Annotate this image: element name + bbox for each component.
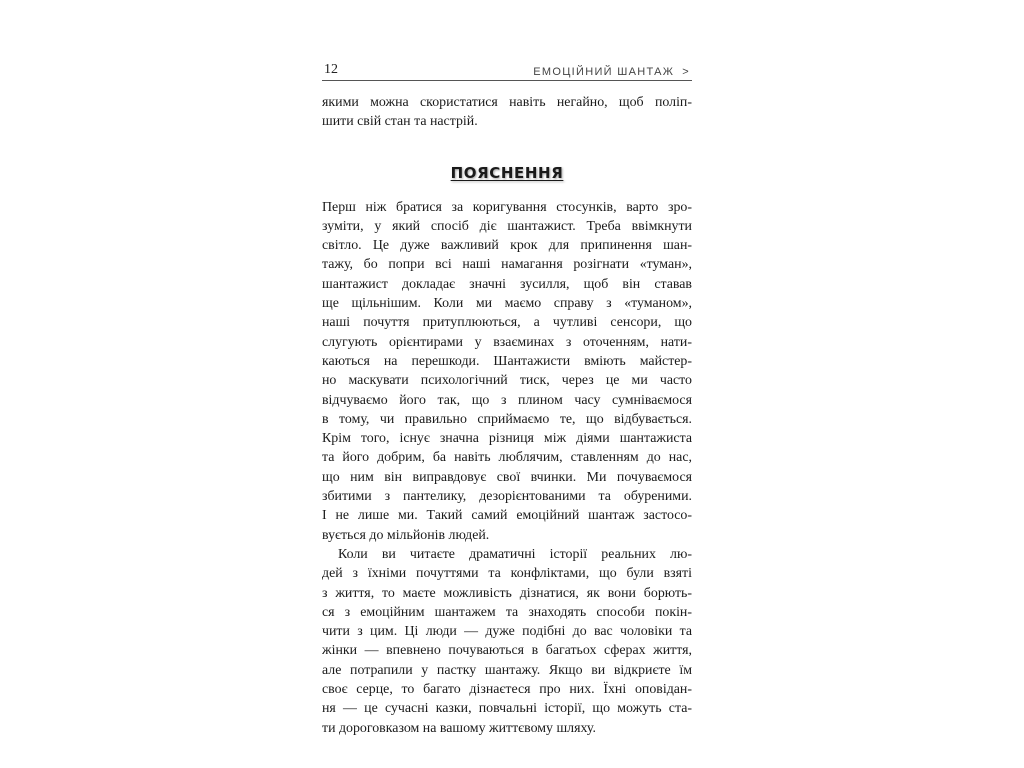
running-header (322, 56, 692, 81)
intro-paragraph (322, 93, 692, 132)
page-number: 12 (324, 62, 338, 77)
text-line: наші почуття притуплюються, а чутливі сенсори, що (322, 315, 692, 331)
running-title (533, 66, 692, 78)
text-line: шити свій стан та настрій. (322, 114, 478, 130)
text-line: збитими з пантелику, дезорієнтованими та обуреними. (322, 489, 692, 505)
text-line: що ним він виправдовує свої вчинки. Ми почуваємося (322, 469, 692, 485)
text-line: тажу, бо попри всі наші намагання розігнати «туман», (322, 257, 692, 273)
text-line: але потрапили у пастку шантажу. Якщо ви відкриєте їм (322, 662, 692, 678)
paragraph-1 (322, 198, 692, 545)
text-line: шантажист докладає значні зусилля, щоб він ставав (322, 276, 692, 292)
text-line: світло. Це дуже важливий крок для припинення шан- (322, 238, 692, 254)
running-title-text: ЕМОЦІЙНИЙ ШАНТАЖ (533, 66, 675, 78)
text-line: своє серце, то багато дізнаєтеся про них. Їхні оповідан- (322, 682, 692, 698)
text-line: слугують орієнтирами у взаєминах з оточенням, нати- (322, 334, 692, 350)
text-line: дей з їхніми почуттями та конфліктами, що були взяті (322, 566, 692, 582)
text-line: Коли ви читаєте драматичні історії реальних лю- (338, 546, 692, 562)
text-line: каються на перешкоди. Шантажисти вміють майстер- (322, 353, 692, 369)
text-line: Перш ніж братися за коригування стосунків, варто зро- (322, 199, 692, 215)
text-line: ня — це сучасні казки, повчальні історії, що можуть ста- (322, 701, 692, 717)
section-title: ПОЯСНЕННЯ (450, 163, 564, 182)
text-line: ти дороговказом на вашому життєвому шляху. (322, 720, 596, 736)
book-page (322, 56, 692, 738)
text-line: Крім того, існує значна різниця між діями шантажиста (322, 431, 692, 447)
chevron-right-icon: > (682, 66, 690, 78)
paragraph-2 (322, 545, 692, 738)
text-line: жінки — впевнено почуваються в багатьох сферах життя, (322, 643, 692, 659)
text-line: відчуваємо його так, що з плином часу сумніваємося (322, 392, 692, 408)
text-line: з життя, то маєте можливість дізнатися, як вони борють- (322, 585, 692, 601)
text-line: в тому, чи правильно сприймаємо те, що відбувається. (322, 411, 692, 427)
text-line: но маскувати психологічний тиск, через це ми часто (322, 373, 692, 389)
text-line: якими можна скористатися навіть негайно, щоб поліп- (322, 95, 692, 110)
text-line: чити з цим. Ці люди — дуже подібні до вас чоловіки та (322, 624, 692, 640)
text-line: та його добрим, ба навіть люблячим, ставленням до нас, (322, 450, 692, 466)
text-line: ще щільнішим. Коли ми маємо справу з «туманом», (322, 296, 692, 312)
text-line: ся з емоційним шантажем та знаходять способи покін- (322, 604, 692, 620)
text-line: вується до мільйонів людей. (322, 527, 490, 543)
text-line: І не лише ми. Такий самий емоційний шантаж застосо- (322, 508, 692, 524)
text-line: зуміти, у який спосіб діє шантажист. Треба ввімкнути (322, 218, 692, 234)
